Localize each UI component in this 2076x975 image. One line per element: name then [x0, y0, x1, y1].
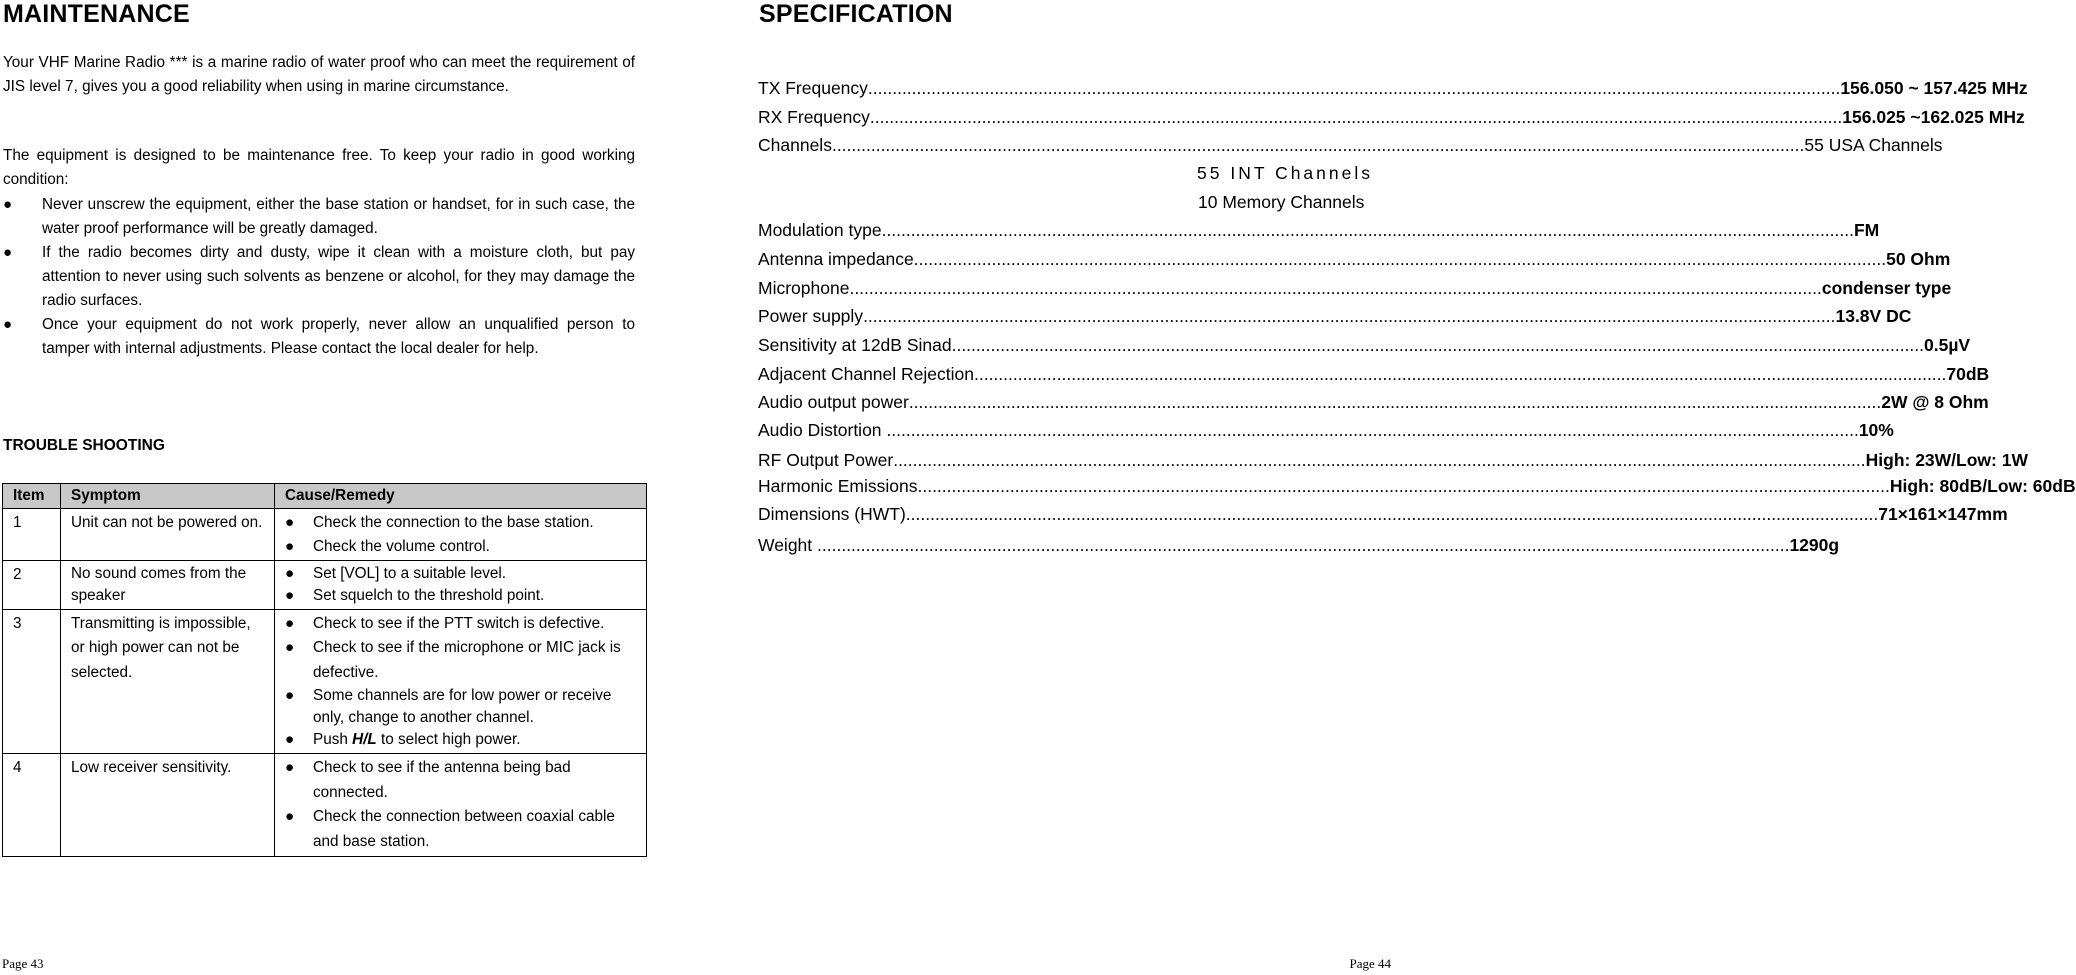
- page-number-right: Page 44: [1349, 956, 1391, 971]
- spec-row-dimensions: [758, 504, 2008, 525]
- remedy-cell: [275, 509, 647, 561]
- item-number: 3: [3, 609, 61, 754]
- bullet-icon: ●: [285, 808, 295, 825]
- spec-row-channels: [758, 135, 1943, 156]
- table-row: [3, 509, 647, 561]
- bullet-icon: ●: [285, 514, 295, 531]
- spec-label: Antenna impedance: [758, 249, 914, 269]
- remedy-item: [285, 511, 636, 536]
- spec-label: Adjacent Channel Rejection: [758, 364, 974, 384]
- spec-label: Weight: [758, 535, 818, 555]
- item-number: 1: [3, 509, 61, 561]
- spec-value: 70dB: [1946, 364, 1990, 384]
- table-row: [3, 754, 647, 857]
- column-header-symptom: Symptom: [61, 484, 275, 509]
- list-item: [3, 241, 635, 313]
- dot-leader: ........................................................................................................................................................................................................: [867, 78, 1841, 98]
- remedy-item: [285, 756, 636, 805]
- column-header-item: Item: [3, 484, 61, 509]
- spec-channels-int: 55 INT Channels: [1197, 163, 1374, 183]
- spec-value: 10%: [1858, 420, 1894, 440]
- spec-value: FM: [1853, 220, 1880, 240]
- right-page: [758, 0, 2076, 975]
- spec-label: Harmonic Emissions: [758, 476, 918, 496]
- remedy-item: [285, 729, 636, 751]
- remedy-cell: [275, 754, 647, 857]
- trouble-shooting-table: [2, 483, 647, 857]
- spec-row-harmonic: [758, 476, 2076, 497]
- remedy-cell: [275, 560, 647, 609]
- bullet-text: Never unscrew the equipment, either the base station or handset, for in such case, the water proof performance will be greatly damaged.: [42, 196, 635, 237]
- spec-channels-memory: 10 Memory Channels: [1198, 192, 1365, 212]
- dot-leader: ........................................................................................................................................................................................................: [913, 249, 1887, 269]
- maintenance-intro: Your VHF Marine Radio *** is a marine radio of water proof who can meet the requirement of JIS level 7, gives you a good reliability when using in marine circumstance.: [3, 54, 635, 95]
- spec-value: 1290g: [1789, 535, 1840, 555]
- remedy-item: [285, 585, 636, 607]
- page-number-left: Page 43: [2, 956, 44, 971]
- remedy-text: Check to see if the antenna being bad connected.: [313, 759, 571, 801]
- dot-leader: ........................................................................................................................................................................................................: [893, 450, 1866, 470]
- remedy-text: Check the volume control.: [313, 537, 490, 555]
- spec-value: condenser type: [1821, 278, 1952, 298]
- spec-row-audio-output: [758, 392, 1989, 413]
- list-item: [3, 193, 635, 241]
- remedy-text: Some channels are for low power or receive only, change to another channel.: [313, 687, 612, 726]
- spec-row-rf-output: [758, 450, 2028, 471]
- table-row: [3, 560, 647, 609]
- maintenance-para2: The equipment is designed to be maintenance free. To keep your radio in good working condition:: [3, 147, 635, 188]
- remedy-text-suffix: to select high power.: [376, 731, 521, 748]
- bullet-text: If the radio becomes dirty and dusty, wipe it clean with a moisture cloth, but pay attention to never using such solvents as benzene or alcohol, for they may damage the radio surfaces.: [42, 244, 635, 309]
- list-item: [3, 313, 635, 361]
- symptom-cell: Low receiver sensitivity.: [61, 754, 275, 857]
- symptom-cell: Transmitting is impossible, or high power can not be selected.: [61, 609, 275, 754]
- dot-leader: ........................................................................................................................................................................................................: [908, 392, 1882, 412]
- remedy-item: [285, 536, 636, 558]
- item-number: 4: [3, 754, 61, 857]
- spec-row-audio-distortion: [758, 420, 1894, 441]
- symptom-cell: Unit can not be powered on.: [61, 509, 275, 561]
- remedy-text: Check to see if the microphone or MIC jack is defective.: [313, 639, 621, 681]
- remedy-item: [285, 636, 636, 685]
- bullet-text: Once your equipment do not work properly, never allow an unqualified person to tamper with internal adjustments. Please contact the local dealer for help.: [42, 316, 635, 357]
- dot-leader: ........................................................................................................................................................................................................: [881, 220, 1854, 240]
- spec-row-adjacent-rejection: [758, 364, 1990, 385]
- spec-label: Power supply: [758, 306, 864, 326]
- bullet-icon: ●: [3, 244, 13, 261]
- bullet-icon: ●: [285, 731, 295, 748]
- spec-value: 0.5µV: [1924, 335, 1971, 355]
- spec-label: Dimensions (HWT): [758, 504, 906, 524]
- spec-row-modulation: [758, 220, 1880, 241]
- spec-row-weight: [758, 535, 1840, 556]
- dot-leader: ........................................................................................................................................................................................................: [951, 335, 1925, 355]
- bullet-icon: ●: [285, 687, 295, 704]
- spec-row-microphone: [758, 278, 1952, 299]
- table-row: [3, 609, 647, 754]
- hl-key-label: H/L: [352, 731, 377, 748]
- remedy-item: [285, 563, 636, 585]
- column-header-cause: Cause/Remedy: [275, 484, 647, 509]
- spec-value: High: 23W/Low: 1W: [1865, 450, 2028, 470]
- dot-leader: ........................................................................................................................................................................................................: [817, 535, 1790, 555]
- dot-leader: ........................................................................................................................................................................................................: [831, 135, 1805, 155]
- spec-label: Sensitivity at 12dB Sinad: [758, 335, 952, 355]
- remedy-item: [285, 805, 636, 854]
- bullet-icon: ●: [285, 614, 295, 632]
- dot-leader: ........................................................................................................................................................................................................: [886, 420, 1859, 440]
- specification-title: SPECIFICATION: [759, 0, 953, 28]
- dot-leader: ........................................................................................................................................................................................................: [869, 107, 1843, 127]
- dot-leader: ........................................................................................................................................................................................................: [905, 504, 1879, 524]
- bullet-icon: ●: [285, 537, 295, 555]
- spec-value: 13.8V DC: [1835, 306, 1912, 326]
- bullet-icon: ●: [285, 639, 295, 656]
- spec-row-rx-frequency: [758, 107, 2025, 128]
- dot-leader: ........................................................................................................................................................................................................: [863, 306, 1836, 326]
- maintenance-title: MAINTENANCE: [3, 0, 190, 28]
- spec-value: 156.050 ~ 157.425 MHz: [1840, 78, 2028, 98]
- remedy-item: [285, 685, 636, 729]
- spec-value: 50 Ohm: [1886, 249, 1951, 269]
- spec-value: 71×161×147mm: [1878, 504, 2008, 524]
- spec-label: Audio Distortion: [758, 420, 887, 440]
- spec-label: TX Frequency: [758, 78, 868, 98]
- spec-row-sensitivity: [758, 335, 1971, 356]
- left-page: [0, 0, 650, 975]
- spec-value: 55 USA Channels: [1804, 135, 1943, 155]
- spec-value: 2W @ 8 Ohm: [1881, 392, 1989, 412]
- spec-label: Modulation type: [758, 220, 882, 240]
- remedy-text: Check to see if the PTT switch is defective.: [313, 614, 605, 632]
- bullet-icon: ●: [285, 564, 295, 582]
- spec-label: Audio output power: [758, 392, 909, 412]
- dot-leader: ........................................................................................................................................................................................................: [849, 278, 1822, 298]
- dot-leader: ........................................................................................................................................................................................................: [973, 364, 1947, 384]
- spec-row-power-supply: [758, 306, 1912, 327]
- bullet-icon: ●: [285, 586, 295, 604]
- spec-label: Microphone: [758, 278, 850, 298]
- item-number: 2: [3, 560, 61, 609]
- remedy-text: Set squelch to the threshold point.: [313, 586, 545, 604]
- spec-label: Channels: [758, 135, 832, 155]
- remedy-text: Check the connection to the base station.: [313, 514, 594, 531]
- maintenance-bullet-list: [3, 193, 635, 361]
- spec-row-tx-frequency: [758, 78, 2028, 99]
- spec-value: 156.025 ~162.025 MHz: [1842, 107, 2025, 127]
- remedy-item: [285, 612, 636, 637]
- spec-value: High: 80dB/Low: 60dB: [1889, 476, 2076, 496]
- remedy-cell: [275, 609, 647, 754]
- remedy-text: Push: [313, 731, 353, 748]
- trouble-shooting-title: TROUBLE SHOOTING: [3, 437, 165, 454]
- symptom-cell: No sound comes from the speaker: [61, 560, 275, 609]
- spec-row-antenna: [758, 249, 1951, 270]
- dot-leader: ........................................................................................................................................................................................................: [917, 476, 1890, 496]
- remedy-text: Set [VOL] to a suitable level.: [313, 564, 507, 582]
- spec-label: RX Frequency: [758, 107, 870, 127]
- spec-label: RF Output Power: [758, 450, 894, 470]
- bullet-icon: ●: [3, 316, 13, 333]
- bullet-icon: ●: [285, 759, 295, 776]
- table-header-row: [3, 484, 647, 509]
- remedy-text: Check the connection between coaxial cable and base station.: [313, 808, 615, 850]
- bullet-icon: ●: [3, 196, 13, 213]
